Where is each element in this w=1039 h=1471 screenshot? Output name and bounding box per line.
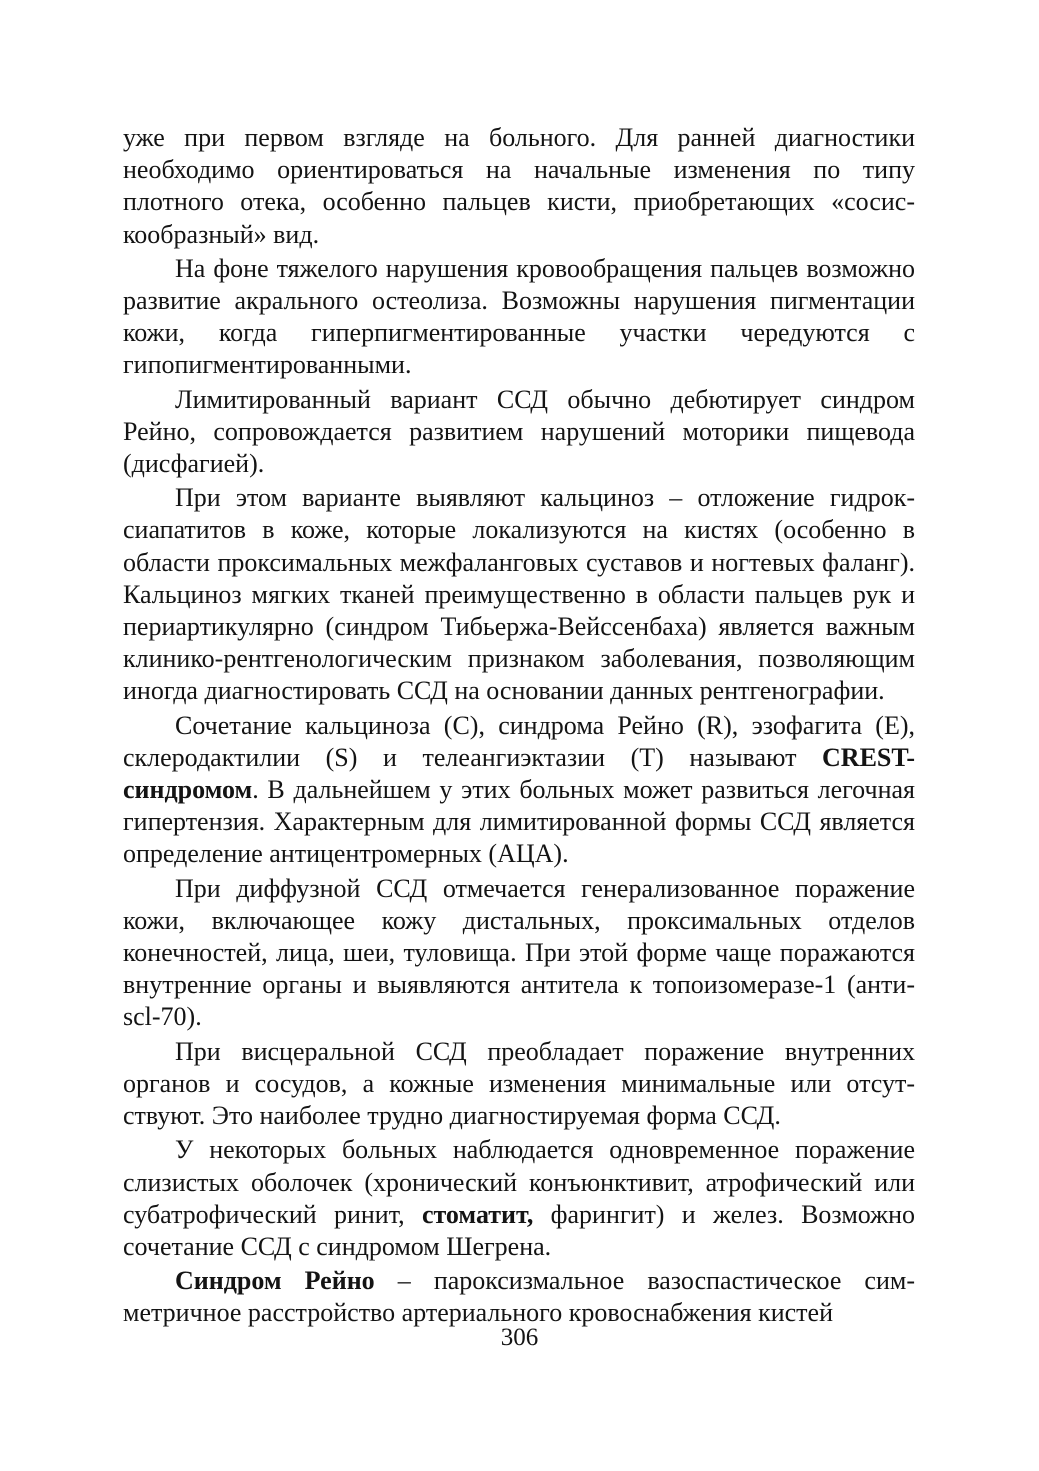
bold-term: стоматит, [421,1199,534,1229]
paragraph-text: При висцеральной ССД преобладает поражение внутренних органов и сосудов, а кожные изменения минимальные или отсутствуют. Это наиболее трудно диагностируемая форма ССД. [123,1036,915,1131]
paragraph-text: . В дальнейшем у этих больных может развиться легочная гипертензия. Характерным для лимитированной формы ССД является определение антицентромерных (АЦА). [123,775,915,869]
bold-term: Синдром Рейно [175,1266,375,1296]
paragraph-text: уже при первом взгляде на больного. Для ранней диагностики необходимо ориентироваться на начальные изменения по типу плотного отека, особенно пальцев кисти, приобретающих «сосискообразный» вид. [123,123,915,249]
paragraph-text: У некоторых больных наблюдается одновременное поражение слизистых оболочек (хронический конъюнктивит, атрофический или субатрофический ринит, [123,1135,915,1229]
page-number: 306 [500,1324,539,1351]
paragraph [123,482,915,707]
page-body [123,122,915,1330]
paragraph [123,1134,915,1263]
paragraph [123,122,915,251]
paragraph [123,710,915,871]
paragraph [123,253,915,382]
paragraph-text: фарингит) и желез. Возможно сочетание ССД с синдромом Шегрена. [123,1199,916,1261]
paragraph-text: Сочетание кальциноза (С), синдрома Рейно (R), эзофагита (Е), склеродактилии (S) и телеангиэктазии (Т) называют [123,710,915,772]
paragraph-text: – пароксизмальное вазоспастическое симметричное расстройство артериального кровоснабжения кистей [123,1266,916,1328]
paragraph [123,1036,915,1133]
paragraph-text: Лимитированный вариант ССД обычно дебютирует синдром Рейно, сопровождается развитием нарушений моторики пищевода (дисфагией). [123,384,915,479]
paragraph-text: При этом варианте выявляют кальциноз – отложение гидроксиапатитов в коже, которые локализуются на кистях (особенно в области проксимальных межфаланговых суставов и ногтевых фаланг). Кальциноз мягких тканей преимущественно в области пальцев рук и периартикулярно (синдром Тибьержа-Вейссенбаха) является важным клинико-рентгенологическим признаком заболевания, позволяющим иногда диагностировать ССД на основании данных рентгенографии. [123,483,915,706]
paragraph [123,1265,915,1329]
paragraph-text: При диффузной ССД отмечается генерализованное поражение кожи, включающее кожу дистальных, проксимальных отделов конечностей, лица, шеи, туловища. При этой форме чаще поражаются внутренние органы и выявляются антитела к топоизомеразе-1 (анти-scl-70). [123,873,915,1032]
paragraph [123,384,915,481]
paragraph-text: На фоне тяжелого нарушения кровообращения пальцев возможно развитие акрального остеолиза. Возможны нарушения пигментации кожи, когда гиперпигментированные участки чередуются с гипопигментированными. [123,253,915,380]
paragraph [123,873,915,1034]
bold-term: CREST-синдромом [123,742,915,805]
